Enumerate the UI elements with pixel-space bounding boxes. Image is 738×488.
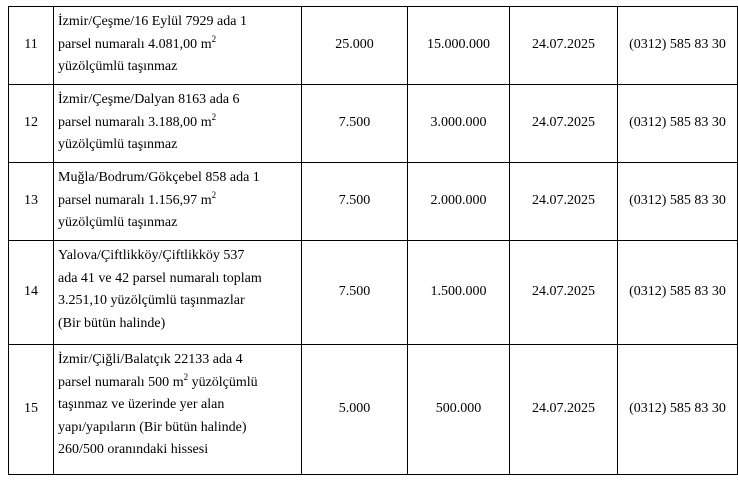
desc-line: parsel numaralı 3.188,00 $m^2$ xyxy=(58,111,217,130)
property-description xyxy=(54,163,302,241)
deposit-amount: 7.500 xyxy=(302,241,408,345)
auction-date: 24.07.2025 xyxy=(510,85,618,163)
auction-table xyxy=(8,6,738,475)
table-row xyxy=(9,163,738,241)
property-description xyxy=(54,85,302,163)
auction-date: 24.07.2025 xyxy=(510,163,618,241)
table-row xyxy=(9,85,738,163)
auction-date: 24.07.2025 xyxy=(510,241,618,345)
table-row xyxy=(9,7,738,85)
desc-line: parsel numaralı 500 $m^2$ yüzölçümlü xyxy=(58,371,258,390)
desc-line: 3.251,10 yüzölçümlü taşınmazlar xyxy=(58,293,245,308)
desc-line: 260/500 oranındaki hissesi xyxy=(58,442,209,457)
property-description xyxy=(54,7,302,85)
estimated-value: 1.500.000 xyxy=(408,241,510,345)
desc-line: İzmir/Çiğli/Balatçık 22133 ada 4 xyxy=(58,352,243,367)
desc-line: İzmir/Çeşme/16 Eylül 7929 ada 1 xyxy=(58,14,247,29)
estimated-value: 15.000.000 xyxy=(408,7,510,85)
table-row xyxy=(9,345,738,475)
desc-line: yapı/yapıların (Bir bütün halinde) xyxy=(58,419,247,435)
auction-date: 24.07.2025 xyxy=(510,7,618,85)
contact-phone: (0312) 585 83 30 xyxy=(618,345,738,475)
estimated-value: 2.000.000 xyxy=(408,163,510,241)
desc-line: yüzölçümlü taşınmaz xyxy=(58,215,178,230)
estimated-value: 500.000 xyxy=(408,345,510,475)
desc-line: (Bir bütün halinde) xyxy=(58,315,166,331)
desc-line: parsel numaralı 4.081,00 $m^2$ xyxy=(58,33,217,52)
deposit-amount: 7.500 xyxy=(302,163,408,241)
deposit-amount: 25.000 xyxy=(302,7,408,85)
desc-line: Muğla/Bodrum/Gökçebel 858 ada 1 xyxy=(58,170,260,185)
property-description xyxy=(54,345,302,475)
desc-line: taşınmaz ve üzerinde yer alan xyxy=(58,397,225,412)
deposit-amount: 5.000 xyxy=(302,345,408,475)
deposit-amount: 7.500 xyxy=(302,85,408,163)
desc-line: ada 41 ve 42 parsel numaralı toplam xyxy=(58,270,262,286)
table-row xyxy=(9,241,738,345)
estimated-value: 3.000.000 xyxy=(408,85,510,163)
contact-phone: (0312) 585 83 30 xyxy=(618,163,738,241)
property-description xyxy=(54,241,302,345)
contact-phone: (0312) 585 83 30 xyxy=(618,241,738,345)
contact-phone: (0312) 585 83 30 xyxy=(618,7,738,85)
row-number: 11 xyxy=(9,7,54,85)
auction-date: 24.07.2025 xyxy=(510,345,618,475)
row-number: 15 xyxy=(9,345,54,475)
desc-line: Yalova/Çiftlikköy/Çiftlikköy 537 xyxy=(58,248,245,263)
row-number: 12 xyxy=(9,85,54,163)
desc-line: yüzölçümlü taşınmaz xyxy=(58,137,178,152)
desc-line: parsel numaralı 1.156,97 $m^2$ xyxy=(58,189,217,208)
desc-line: yüzölçümlü taşınmaz xyxy=(58,59,178,74)
row-number: 14 xyxy=(9,241,54,345)
row-number: 13 xyxy=(9,163,54,241)
contact-phone: (0312) 585 83 30 xyxy=(618,85,738,163)
desc-line: İzmir/Çeşme/Dalyan 8163 ada 6 xyxy=(58,92,240,107)
